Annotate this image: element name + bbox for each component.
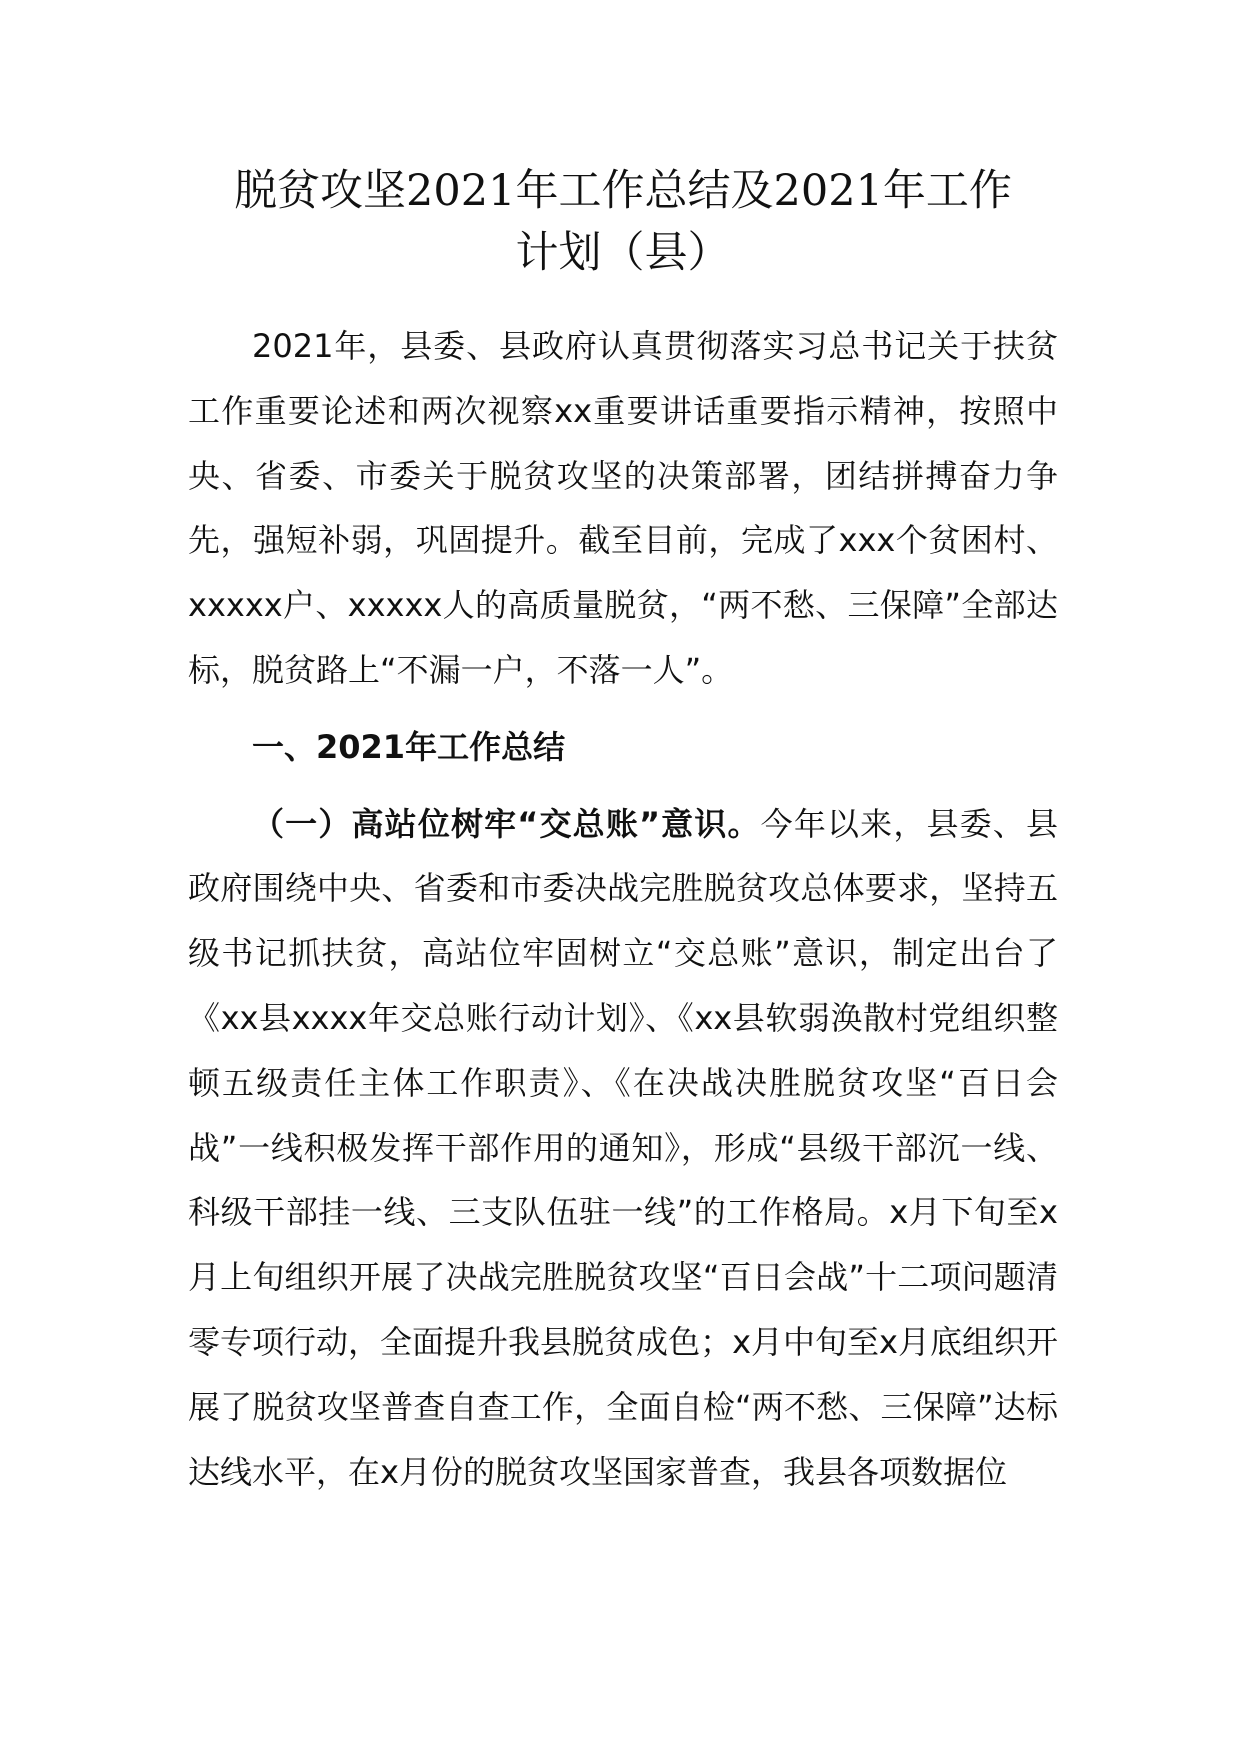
subsection-body-1: 今年以来，县委、县政府围绕中央、省委和市委决战完胜脱贫攻总体要求，坚持五级书记抓扶贫，高站位牢固树立“交总账”意识，制定出台了《xx县xxxx年交总账行动计划》、《xx县软弱涣散村党组织整顿五级责任主体工作职责》、《在决战决胜脱贫攻坚“百日会战”一线积极发挥干部作用的通知》，形成“县级干部沉一线、科级干部挂一线、三支队伍驻一线”的工作格局。x月下旬至x月上旬组织开展了决战完胜脱贫攻坚“百日会战”十二项问题清零专项行动，全面提升我县脱贫成色；x月中旬至x月底组织开展了脱贫攻坚普查自查工作，全面自检“两不愁、三保障”达标达线水平，在x月份的脱贫攻坚国家普查，我县各项数据位 bbox=[188, 804, 1058, 1491]
subsection-paragraph-1 bbox=[188, 792, 1058, 1505]
section-heading-1: 一、2021年工作总结 bbox=[252, 727, 566, 766]
document-title bbox=[188, 160, 1058, 284]
document-body bbox=[188, 160, 1058, 1504]
intro-paragraph: 2021年，县委、县政府认真贯彻落实习总书记关于扶贫工作重要论述和两次视察xx重要讲话重要指示精神，按照中央、省委、市委关于脱贫攻坚的决策部署，团结拼搏奋力争先，强短补弱，巩固提升。截至目前，完成了xxx个贫困村、xxxxx户、xxxxx人的高质量脱贫，“两不愁、三保障”全部达标，脱贫路上“不漏一户，不落一人”。 bbox=[188, 327, 1058, 689]
title-line-1: 脱贫攻坚2021年工作总结及2021年工作 bbox=[234, 166, 1012, 216]
subsection-lead-1: （一）高站位树牢“交总账”意识。 bbox=[252, 804, 761, 843]
title-line-2: 计划（县） bbox=[515, 228, 731, 278]
